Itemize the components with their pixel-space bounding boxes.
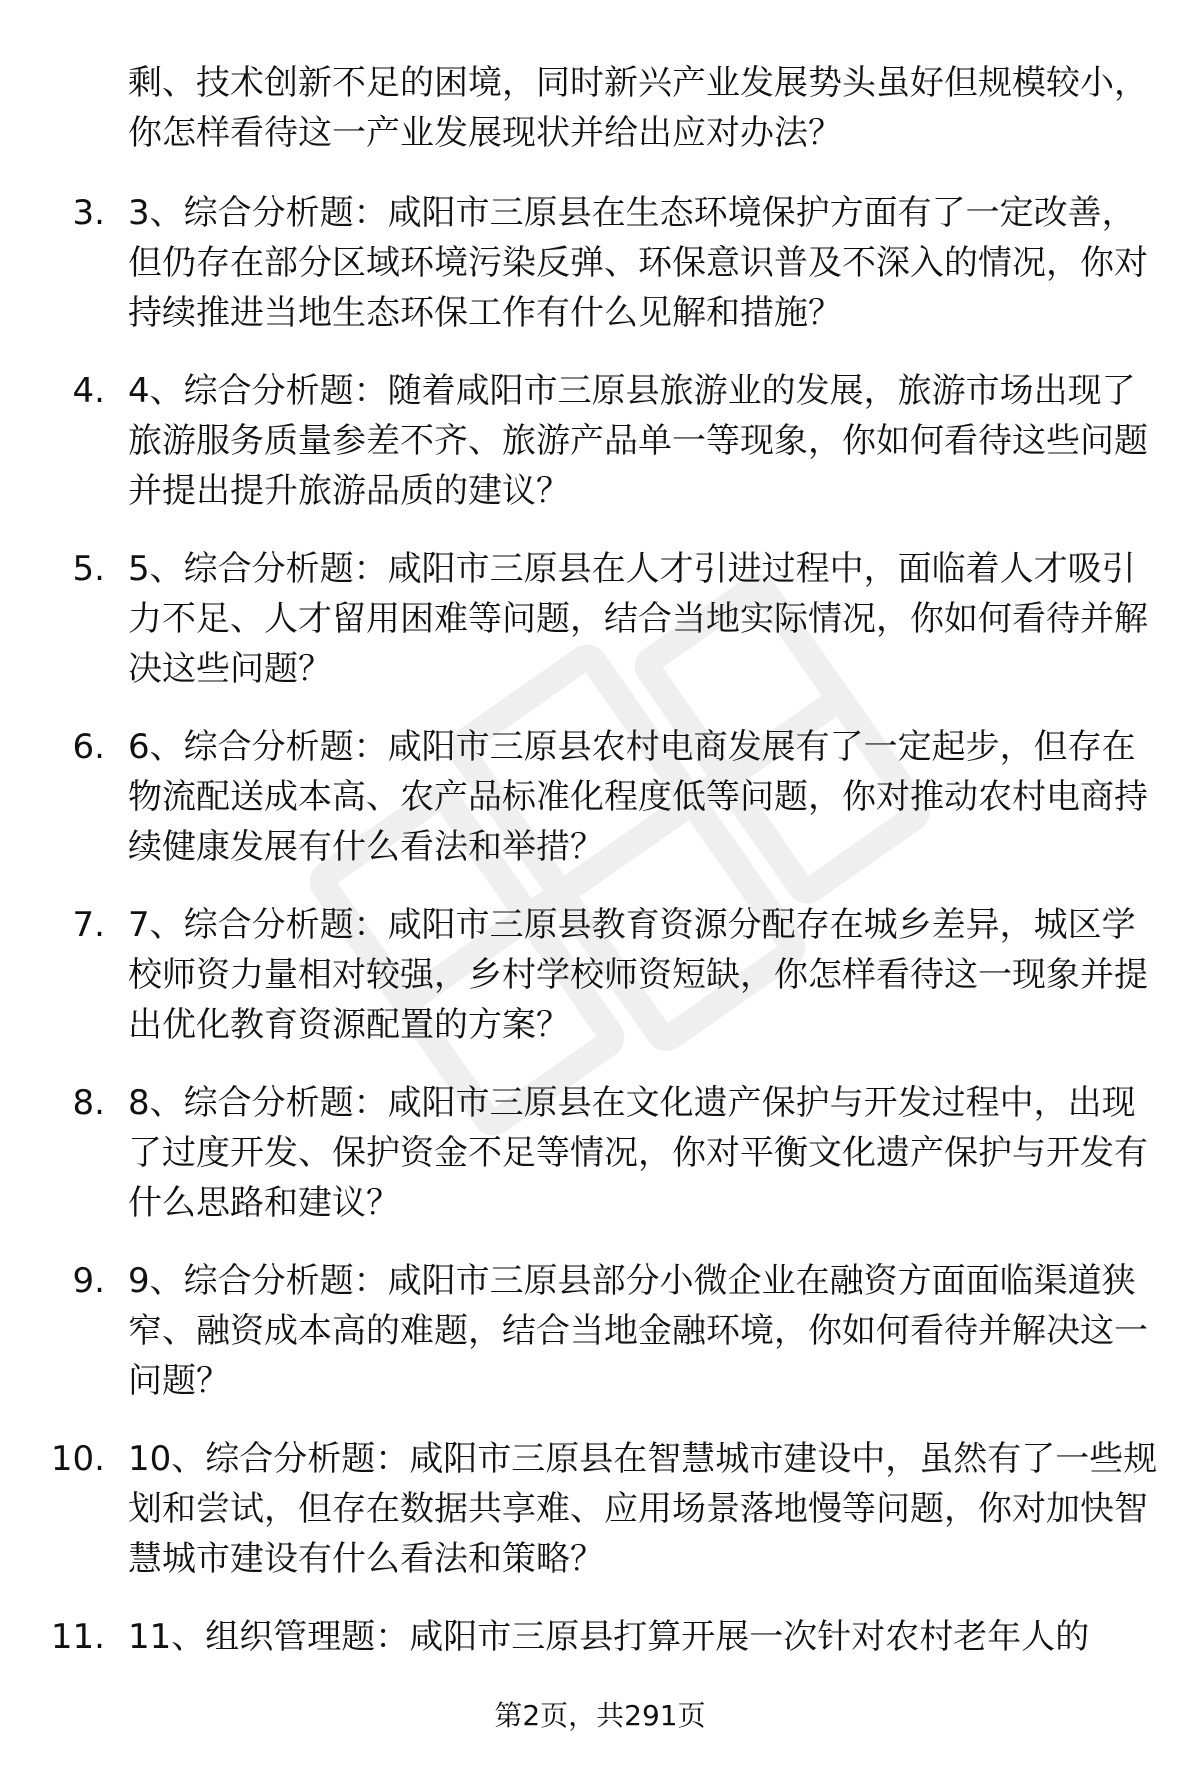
- list-item: [0, 1434, 1200, 1612]
- question-text: 3、综合分析题：咸阳市三原县在生态环境保护方面有了一定改善，但仍存在部分区域环境污染反弹、环保意识普及不深入的情况，你对持续推进当地生态环保工作有什么见解和措施？: [128, 193, 1148, 333]
- page-footer: 第2页，共291页: [494, 1699, 706, 1732]
- question-text: 10、综合分析题：咸阳市三原县在智慧城市建设中，虽然有了一些规划和尝试，但存在数据共享难、应用场景落地慢等问题，你对加快智慧城市建设有什么看法和策略？: [128, 1439, 1158, 1579]
- list-item: [0, 366, 1200, 544]
- question-text: 6、综合分析题：咸阳市三原县农村电商发展有了一定起步，但存在物流配送成本高、农产品标准化程度低等问题，你对推动农村电商持续健康发展有什么看法和举措？: [128, 727, 1148, 867]
- question-number: 6.: [72, 727, 105, 767]
- question-list: [0, 188, 1200, 1790]
- question-text: 4、综合分析题：随着咸阳市三原县旅游业的发展，旅游市场出现了旅游服务质量参差不齐、旅游产品单一等现象，你如何看待这些问题并提出提升旅游品质的建议？: [128, 371, 1148, 511]
- list-item: [0, 900, 1200, 1078]
- continuation-paragraph: 剩、技术创新不足的困境，同时新兴产业发展势头虽好但规模较小，你怎样看待这一产业发展现状并给出应对办法？: [128, 63, 1148, 153]
- list-item: [0, 544, 1200, 722]
- question-text: 5、综合分析题：咸阳市三原县在人才引进过程中，面临着人才吸引力不足、人才留用困难等问题，结合当地实际情况，你如何看待并解决这些问题？: [128, 549, 1148, 689]
- list-item: [0, 1256, 1200, 1434]
- list-item: [0, 1078, 1200, 1256]
- question-number: 4.: [72, 371, 105, 411]
- question-number: 10.: [50, 1439, 105, 1479]
- list-item: [0, 188, 1200, 366]
- question-number: 7.: [72, 905, 105, 945]
- list-item: [0, 722, 1200, 900]
- question-text: 9、综合分析题：咸阳市三原县部分小微企业在融资方面面临渠道狭窄、融资成本高的难题，结合当地金融环境，你如何看待并解决这一问题？: [128, 1261, 1148, 1401]
- question-number: 5.: [72, 549, 105, 589]
- question-text: 7、综合分析题：咸阳市三原县教育资源分配存在城乡差异，城区学校师资力量相对较强，乡村学校师资短缺，你怎样看待这一现象并提出优化教育资源配置的方案？: [128, 905, 1148, 1045]
- question-text: 8、综合分析题：咸阳市三原县在文化遗产保护与开发过程中，出现了过度开发、保护资金不足等情况，你对平衡文化遗产保护与开发有什么思路和建议？: [128, 1083, 1148, 1223]
- question-text: 11、组织管理题：咸阳市三原县打算开展一次针对农村老年人的: [128, 1617, 1090, 1657]
- question-number: 11.: [50, 1617, 105, 1657]
- question-number: 3.: [72, 193, 105, 233]
- question-number: 9.: [72, 1261, 105, 1301]
- question-number: 8.: [72, 1083, 105, 1123]
